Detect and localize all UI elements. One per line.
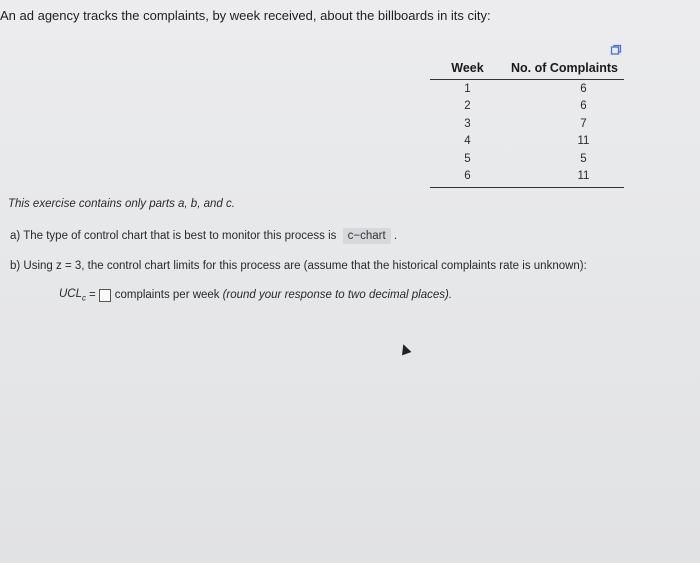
ucl-row bbox=[56, 288, 452, 302]
copy-icon[interactable] bbox=[610, 44, 622, 56]
ucl-equals: = bbox=[89, 289, 96, 302]
problem-intro: An ad agency tracks the complaints, by week received, about the billboards in its city: bbox=[0, 8, 491, 23]
table-header-row bbox=[430, 58, 624, 80]
parts-note: This exercise contains only parts a, b, and c. bbox=[8, 198, 235, 210]
week-cell: 6 bbox=[430, 168, 505, 188]
mouse-cursor-icon bbox=[399, 343, 412, 356]
complaints-table bbox=[430, 58, 624, 188]
complaints-cell: 6 bbox=[580, 82, 587, 95]
week-cell: 4 bbox=[464, 135, 471, 148]
chart-type-answer[interactable]: c−chart bbox=[343, 228, 391, 244]
week-cell: 2 bbox=[464, 100, 471, 113]
table-row bbox=[430, 80, 624, 98]
ucl-input[interactable] bbox=[99, 289, 111, 302]
ucl-subscript: c bbox=[82, 293, 87, 303]
table-row bbox=[430, 115, 624, 133]
week-cell: 5 bbox=[464, 152, 471, 165]
ucl-units: complaints per week bbox=[114, 289, 220, 302]
part-a-question bbox=[10, 228, 397, 244]
complaints-cell: 7 bbox=[580, 117, 587, 130]
table-row bbox=[430, 133, 624, 151]
week-cell: 3 bbox=[464, 117, 471, 130]
part-a-suffix: . bbox=[393, 230, 398, 242]
header-complaints: No. of Complaints bbox=[505, 58, 624, 80]
table-row bbox=[430, 98, 624, 116]
table-row bbox=[430, 168, 624, 188]
ucl-hint: (round your response to two decimal places). bbox=[222, 289, 453, 302]
part-a-text: a) The type of control chart that is best to monitor this process is bbox=[10, 230, 337, 242]
ucl-label: $UCL_c$ bbox=[59, 288, 87, 303]
header-week: Week bbox=[430, 58, 505, 80]
week-cell: 1 bbox=[464, 82, 471, 95]
part-b-question: b) Using z = 3, the control chart limits for this process are (assume that the historical complaints rate is unknown): bbox=[10, 260, 587, 272]
complaints-cell: 5 bbox=[580, 152, 587, 165]
table-row bbox=[430, 150, 624, 168]
complaints-cell: 6 bbox=[580, 100, 587, 113]
complaints-cell: 11 bbox=[505, 168, 624, 188]
complaints-cell: 11 bbox=[577, 135, 590, 148]
